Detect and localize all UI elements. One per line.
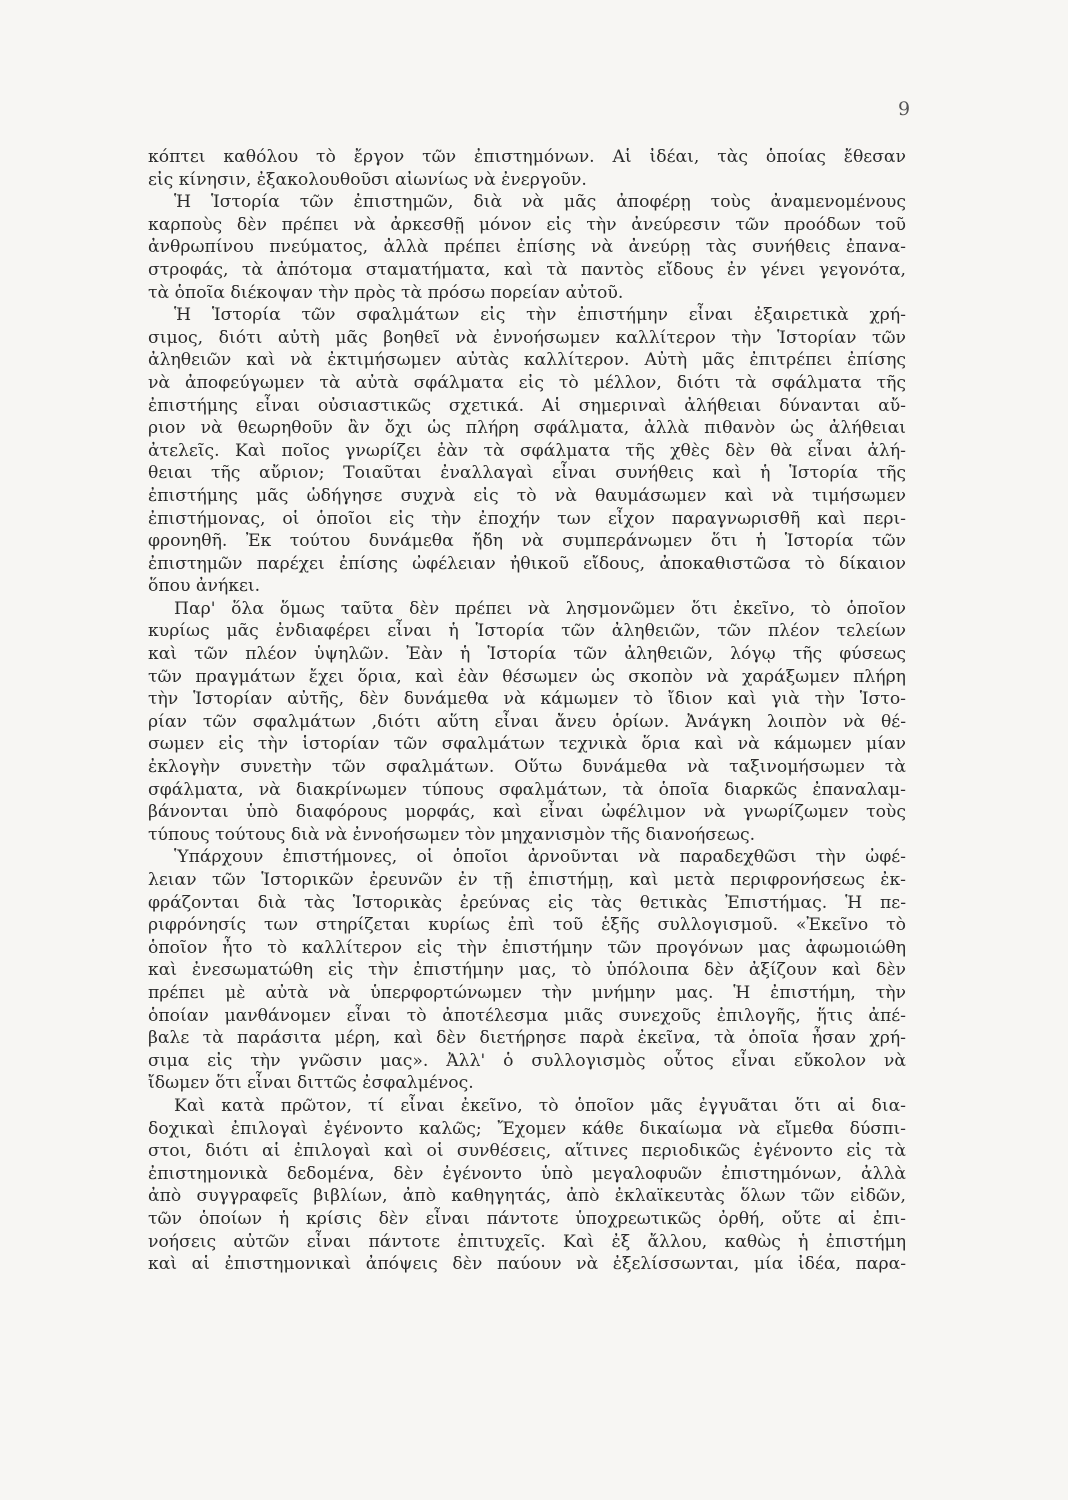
text-line: δοχικαὶ ἐπιλογαὶ ἐγένοντο καλῶς; Ἔχομεν κάθε δικαίωμα νὰ εἴμεθα δύσπι- [148,1118,906,1139]
text-line: Ἡ Ἱστορία τῶν ἐπιστημῶν, διὰ νὰ μᾶς ἀποφέρῃ τοὺς ἀναμενομένους [174,192,906,213]
text-body [148,146,906,1276]
text-line: τύπους τούτους διὰ νὰ ἐννοήσωμεν τὸν μηχανισμὸν τῆς διανοήσεως. [148,824,756,845]
text-line: ἐκλογὴν συνετὴν τῶν σφαλμάτων. Οὕτω δυνάμεθα νὰ ταξινομήσωμεν τὰ [148,757,906,778]
text-line: ἀληθειῶν καὶ νὰ ἐκτιμήσωμεν αὐτὰς καλλίτερον. Αὐτὴ μᾶς ἐπιτρέπει ἐπίσης [148,350,906,371]
text-line: τῶν ὁποίων ἡ κρίσις δὲν εἶναι πάντοτε ὑποχρεωτικῶς ὀρθή, οὔτε αἱ ἐπι- [148,1208,906,1229]
text-line: σιμα εἰς τὴν γνῶσιν μας». Ἀλλ' ὁ συλλογισμὸς οὗτος εἶναι εὔκολον νὰ [148,1050,906,1071]
text-line: ριον νὰ θεωρηθοῦν ἂν ὄχι ὡς πλήρη σφάλματα, ἀλλὰ πιθανὸν ὡς ἀλήθειαι [148,418,906,439]
text-line: ἴδωμεν ὅτι εἶναι διττῶς ἐσφαλμένος. [148,1073,474,1094]
text-line: ἀπὸ συγγραφεῖς βιβλίων, ἀπὸ καθηγητάς, ἀπὸ ἐκλαϊκευτὰς ὅλων τῶν εἰδῶν, [148,1186,906,1207]
text-line: σφάλματα, νὰ διακρίνωμεν τύπους σφαλμάτων, τὰ ὁποῖα διαρκῶς ἐπαναλαμ- [148,779,906,800]
text-line: κόπτει καθόλου τὸ ἔργον τῶν ἐπιστημόνων. Αἱ ἰδέαι, τὰς ὁποίας ἔθεσαν [148,147,906,167]
text-line: σιμος, διότι αὐτὴ μᾶς βοηθεῖ νὰ ἐννοήσωμεν καλλίτερον τὴν Ἱστορίαν τῶν [148,327,906,348]
text-line: στοι, διότι αἱ ἐπιλογαὶ καὶ οἱ συνθέσεις, αἵτινες περιοδικῶς ἐγένοντο εἰς τὰ [148,1141,906,1162]
text-line: ἐπιστήμης εἶναι οὐσιαστικῶς σχετικά. Αἱ σημεριναὶ ἀλήθειαι δύνανται αὔ- [148,395,906,416]
text-line: ἀτελεῖς. Καὶ ποῖος γνωρίζει ἐὰν τὰ σφάλματα τῆς χθὲς δὲν θὰ εἶναι ἀλή- [148,440,906,461]
text-line: τὴν Ἱστορίαν αὐτῆς, δὲν δυνάμεθα νὰ κάμωμεν τὸ ἴδιον καὶ γιὰ τὴν Ἱστο- [148,689,906,710]
text-line: πρέπει μὲ αὐτὰ νὰ ὑπερφορτώνωμεν τὴν μνήμην μας. Ἡ ἐπιστήμη, τὴν [148,982,906,1003]
text-line: κυρίως μᾶς ἐνδιαφέρει εἶναι ἡ Ἱστορία τῶν ἀληθειῶν, τῶν πλέον τελείων [148,621,906,642]
text-line: ἐπιστημονικὰ δεδομένα, δὲν ἐγένοντο ὑπὸ μεγαλοφυῶν ἐπιστημόνων, ἀλλὰ [148,1163,906,1184]
text-line: στροφάς, τὰ ἀπότομα σταματήματα, καὶ τὰ παντὸς εἴδους ἐν γένει γεγονότα, [148,259,906,280]
text-line: ἀνθρωπίνου πνεύματος, ἀλλὰ πρέπει ἐπίσης νὰ ἀνεύρῃ τὰς συνήθεις ἐπανα- [148,237,906,258]
text-line: Καὶ κατὰ πρῶτον, τί εἶναι ἐκεῖνο, τὸ ὁποῖον μᾶς ἐγγυᾶται ὅτι αἱ δια- [174,1095,906,1116]
text-line: βαλε τὰ παράσιτα μέρη, καὶ δὲν διετήρησε παρὰ ἐκεῖνα, τὰ ὁποῖα ἦσαν χρή- [148,1028,906,1049]
text-line: τὰ ὁποῖα διέκοψαν τὴν πρὸς τὰ πρόσω πορείαν αὐτοῦ. [148,282,624,303]
text-line: ὅπου ἀνήκει. [148,576,261,597]
text-line: ὁποίαν μανθάνομεν εἶναι τὸ ἀποτέλεσμα μιᾶς συνεχοῦς ἐπιλογῆς, ἥτις ἀπέ- [148,1005,906,1026]
text-line: θειαι τῆς αὔριον; Τοιαῦται ἐναλλαγαὶ εἶναι συνήθεις καὶ ἡ Ἱστορία τῆς [148,463,906,484]
text-line: νὰ ἀποφεύγωμεν τὰ αὐτὰ σφάλματα εἰς τὸ μέλλον, διότι τὰ σφάλματα τῆς [148,372,906,393]
text-line: καὶ αἱ ἐπιστημονικαὶ ἀπόψεις δὲν παύουν νὰ ἐξελίσσωνται, μία ἰδέα, παρα- [148,1254,906,1275]
text-line: ριφρόνησίς των στηρίζεται κυρίως ἐπὶ τοῦ ἑξῆς συλλογισμοῦ. «Ἐκεῖνο τὸ [148,915,906,936]
text-line: τῶν πραγμάτων ἔχει ὅρια, καὶ ἐὰν θέσωμεν ὡς σκοπὸν νὰ χαράξωμεν πλήρη [148,666,906,687]
text-line: καρποὺς δὲν πρέπει νὰ ἀρκεσθῇ μόνον εἰς τὴν ἀνεύρεσιν τῶν προόδων τοῦ [148,214,906,235]
text-line: εἰς κίνησιν, ἐξακολουθοῦσι αἰωνίως νὰ ἐνεργοῦν. [148,169,587,190]
text-line: ὁποῖον ἦτο τὸ καλλίτερον εἰς τὴν ἐπιστήμην τῶν προγόνων μας ἀφωμοιώθη [148,937,906,958]
text-line: καὶ τῶν πλέον ὑψηλῶν. Ἐὰν ἡ Ἱστορία τῶν ἀληθειῶν, λόγῳ τῆς φύσεως [148,644,906,665]
text-line: ἐπιστημῶν παρέχει ἐπίσης ὠφέλειαν ἠθικοῦ εἴδους, ἀποκαθιστῶσα τὸ δίκαιον [148,553,906,574]
page-number: 9 [898,98,911,120]
text-line: φράζονται διὰ τὰς Ἱστορικὰς ἐρεύνας εἰς τὰς θετικὰς Ἐπιστήμας. Ἡ πε- [148,892,906,913]
text-line: νοήσεις αὐτῶν εἶναι πάντοτε ἐπιτυχεῖς. Καὶ ἐξ ἄλλου, καθὼς ἡ ἐπιστήμη [148,1231,906,1252]
text-line: λειαν τῶν Ἱστορικῶν ἐρευνῶν ἐν τῇ ἐπιστήμῃ, καὶ μετὰ περιφρονήσεως ἐκ- [148,870,906,890]
text-line: καὶ ἐνεσωματώθη εἰς τὴν ἐπιστήμην μας, τὸ ὑπόλοιπα δὲν ἀξίζουν καὶ δὲν [148,960,906,981]
text-line: Ἡ Ἱστορία τῶν σφαλμάτων εἰς τὴν ἐπιστήμην εἶναι ἐξαιρετικὰ χρή- [174,305,906,326]
text-line: ρίαν τῶν σφαλμάτων ,διότι αὕτη εἶναι ἄνευ ὁρίων. Ἀνάγκη λοιπὸν νὰ θέ- [148,711,906,732]
text-line: ἐπιστήμονας, οἱ ὁποῖοι εἰς τὴν ἐποχήν των εἶχον παραγνωρισθῆ καὶ περι- [148,508,906,529]
text-line: Ὑπάρχουν ἐπιστήμονες, οἱ ὁποῖοι ἀρνοῦνται νὰ παραδεχθῶσι τὴν ὠφέ- [174,847,906,868]
text-line: σωμεν εἰς τὴν ἱστορίαν τῶν σφαλμάτων τεχνικὰ ὅρια καὶ νὰ κάμωμεν μίαν [148,734,906,755]
text-line: φρονηθῆ. Ἐκ τούτου δυνάμεθα ἤδη νὰ συμπεράνωμεν ὅτι ἡ Ἱστορία τῶν [148,531,906,552]
text-line: ἐπιστήμης μᾶς ὡδήγησε συχνὰ εἰς τὸ νὰ θαυμάσωμεν καὶ νὰ τιμήσωμεν [148,485,906,506]
text-line: βάνονται ὑπὸ διαφόρους μορφάς, καὶ εἶναι ὠφέλιμον νὰ γνωρίζωμεν τοὺς [148,802,906,823]
text-line: Παρ' ὅλα ὅμως ταῦτα δὲν πρέπει νὰ λησμονῶμεν ὅτι ἐκεῖνο, τὸ ὁποῖον [174,598,906,619]
